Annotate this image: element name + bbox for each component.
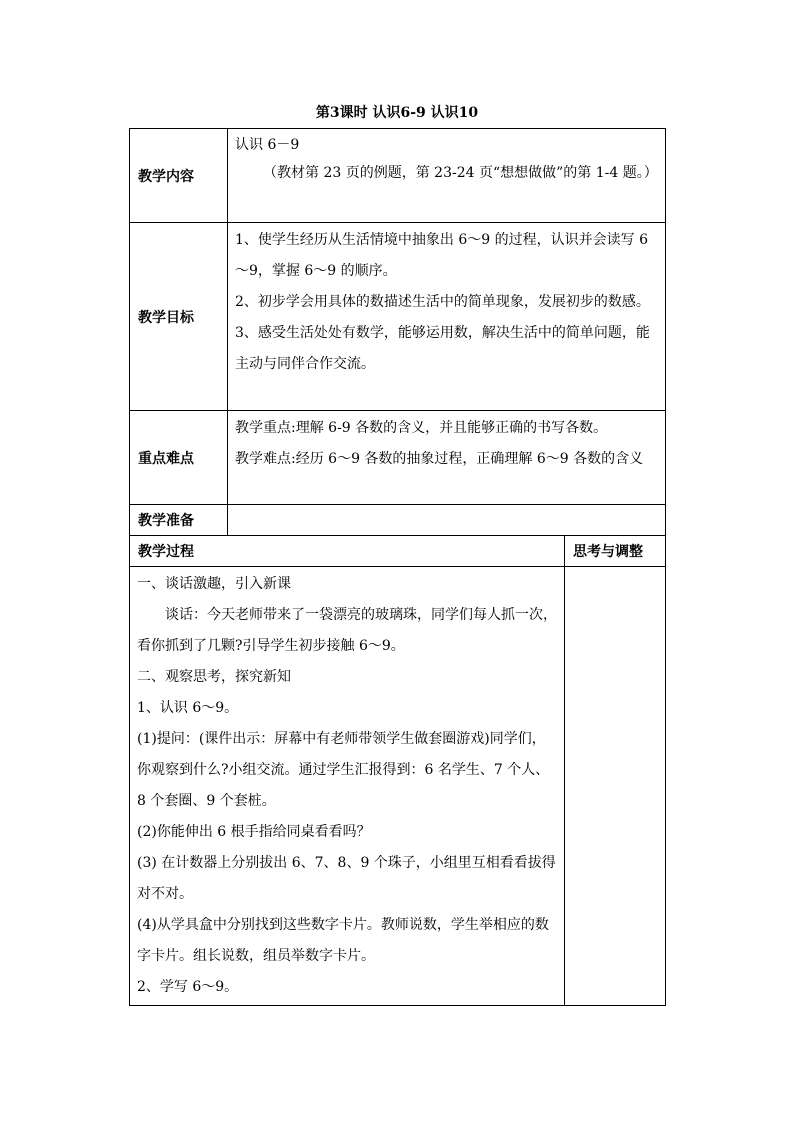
process-header-row bbox=[130, 536, 666, 567]
content-row bbox=[130, 129, 666, 223]
process-label: 教学过程 bbox=[130, 536, 565, 567]
content-cell bbox=[228, 129, 666, 223]
content-line: 认识 6－9 bbox=[235, 137, 300, 153]
objective-line: 1、使学生经历从生活情境中抽象出 6～9 的过程，认识并会读写 6～9，掌握 6～9 的顺序。 bbox=[235, 232, 648, 279]
process-line: 一、谈话激趣，引入新课 bbox=[137, 576, 291, 592]
objectives-cell bbox=[228, 223, 666, 411]
preparation-label: 教学准备 bbox=[130, 505, 228, 536]
preparation-cell bbox=[228, 505, 666, 536]
key-point-line: 教学重点:理解 6-9 各数的含义，并且能够正确的书写各数。 bbox=[235, 420, 608, 436]
reflection-label: 思考与调整 bbox=[565, 536, 666, 567]
process-cell bbox=[130, 567, 565, 1006]
key-points-cell bbox=[228, 411, 666, 505]
process-line: (4)从学具盒中分别找到这些数字卡片。教师说数，学生举相应的数字卡片。组长说数，组员举数字卡片。 bbox=[137, 917, 549, 964]
process-line: (3) 在计数器上分别拔出 6、7、8、9 个珠子，小组里互相看看拔得对不对。 bbox=[137, 855, 556, 902]
content-line: （教材第 23 页的例题，第 23-24 页“想想做做”的第 1-4 题。） bbox=[263, 165, 658, 181]
objective-line: 2、初步学会用具体的数描述生活中的简单现象，发展初步的数感。 bbox=[235, 294, 650, 310]
objective-line: 3、感受生活处处有数学，能够运用数，解决生活中的简单问题，能主动与同伴合作交流。 bbox=[235, 325, 650, 372]
key-points-label: 重点难点 bbox=[130, 411, 228, 505]
process-line: 2、学写 6～9。 bbox=[137, 979, 239, 995]
lesson-plan-table bbox=[129, 128, 666, 1006]
reflection-cell bbox=[565, 567, 666, 1006]
objectives-row bbox=[130, 223, 666, 411]
key-points-row bbox=[130, 411, 666, 505]
objectives-label: 教学目标 bbox=[130, 223, 228, 411]
process-line: (1)提问：(课件出示：屏幕中有老师带领学生做套圈游戏)同学们，你观察到什么?小组交流。通过学生汇报得到：6 名学生、7 个人、8 个套圈、9 个套桩。 bbox=[137, 731, 550, 809]
key-point-line: 教学难点:经历 6～9 各数的抽象过程，正确理解 6～9 各数的含义 bbox=[235, 451, 644, 467]
process-line: (2)你能伸出 6 根手指给同桌看看吗？ bbox=[137, 824, 371, 840]
process-line: 二、观察思考，探究新知 bbox=[137, 669, 291, 685]
preparation-row bbox=[130, 505, 666, 536]
page-title: 第3课时 认识6-9 认识10 bbox=[315, 105, 479, 121]
process-row bbox=[130, 567, 666, 1006]
process-line: 1、认识 6～9。 bbox=[137, 700, 239, 716]
content-label: 教学内容 bbox=[130, 129, 228, 223]
process-line: 谈话：今天老师带来了一袋漂亮的玻璃珠，同学们每人抓一次，看你抓到了几颗?引导学生初步接触 6～9。 bbox=[137, 607, 557, 654]
